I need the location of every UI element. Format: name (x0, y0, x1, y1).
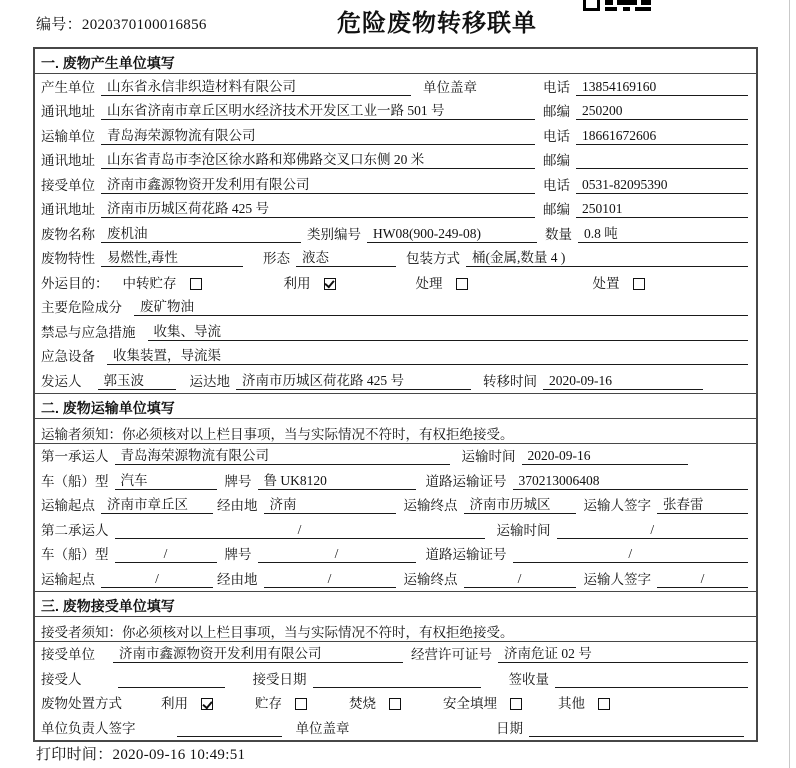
checkbox-label: 处理 (415, 275, 443, 291)
form-row (35, 715, 756, 740)
field-label: 牌号 (224, 547, 252, 562)
field-label: 单位负责人签字 (41, 720, 136, 736)
field-first-road-transport-permit: 370213006408 (513, 472, 749, 490)
form-row (35, 319, 756, 344)
checkbox-box (633, 278, 645, 290)
section-title-receiver: 三. 废物接受单位填写 (35, 592, 756, 617)
field-label: 形态 (263, 251, 290, 266)
field-second-terminus: / (464, 570, 576, 588)
field-transporter-phone: 18661672606 (576, 127, 748, 145)
field-producer-phone: 13854169160 (576, 78, 748, 96)
field-label: 道路运输证号 (425, 547, 507, 562)
form-row (35, 74, 756, 99)
field-label: 产生单位 (41, 79, 95, 95)
field-waste-quantity: 0.8 吨 (578, 225, 748, 243)
checkbox-other (558, 695, 610, 712)
checkbox-secure-landfill (443, 695, 522, 712)
checkbox-storage (255, 695, 307, 712)
field-label: 第二承运人 (41, 522, 109, 538)
field-unit-responsible-signature (177, 736, 282, 737)
field-transporter-name: 青岛海荣源物流有限公司 (101, 127, 535, 145)
form-row (35, 468, 756, 493)
form-row (35, 246, 756, 271)
field-receiver-person (118, 687, 225, 688)
form-row (35, 221, 756, 246)
checkbox-label: 处置 (592, 275, 620, 291)
field-label: 通讯地址 (41, 104, 95, 119)
field-label: 包装方式 (406, 251, 460, 266)
checkbox-utilize (284, 275, 336, 292)
checkbox-label: 其他 (558, 696, 585, 711)
field-receive-date (313, 687, 481, 688)
form-row (35, 666, 756, 691)
form-row (35, 444, 756, 469)
field-label: 经营许可证号 (411, 647, 492, 662)
form-row (35, 691, 756, 716)
field-label: 运输时间 (461, 449, 516, 464)
field-label: 运输起点 (41, 498, 95, 513)
field-receiver-name: 济南市鑫源物资开发利用有限公司 (101, 176, 535, 194)
field-label: 接受人 (41, 671, 82, 687)
checkbox-treatment (416, 275, 468, 292)
checkbox-box-checked (324, 278, 336, 290)
field-producer-address: 山东省济南市章丘区明水经济技术开发区工业一路 501 号 (101, 102, 535, 120)
field-label: 运输时间 (496, 522, 551, 538)
print-time-label: 打印时间： (36, 747, 113, 763)
field-producer-name: 山东省永信非织造材料有限公司 (101, 78, 411, 96)
form-row (35, 172, 756, 197)
checkbox-label: 利用 (283, 275, 311, 291)
page-title: 危险废物转移联单 (337, 11, 537, 37)
checkbox-label: 利用 (161, 696, 188, 711)
checkbox-label: 中转贮存 (122, 275, 177, 291)
form-row (35, 344, 756, 369)
field-first-plate-number: 鲁 UK8120 (258, 472, 416, 490)
form-row (35, 99, 756, 124)
field-receiver-postcode: 250101 (576, 200, 748, 218)
print-time-value: 2020-09-16 10:49:51 (112, 747, 246, 763)
form-row (35, 197, 756, 222)
section-receiver (35, 591, 756, 740)
field-second-carrier-signature: / (657, 570, 748, 588)
field-label: 外运目的： (41, 275, 109, 291)
field-first-terminus: 济南市历城区 (464, 496, 576, 514)
field-packaging-method: 桶(金属,数量 4 ) (466, 249, 748, 267)
checkbox-box (190, 278, 202, 290)
field-label: 道路运输证号 (425, 473, 507, 489)
field-label: 类别编号 (307, 226, 361, 242)
checkbox-label: 贮存 (255, 696, 282, 711)
field-receiver-phone: 0531-82095390 (576, 176, 748, 194)
section-title-producer: 一. 废物产生单位填写 (35, 49, 756, 74)
field-business-license-number: 济南危证 02 号 (498, 645, 748, 663)
form-row (35, 368, 756, 393)
form-row (35, 542, 756, 567)
checkbox-box (389, 698, 401, 710)
notice-transporter: 运输者须知：你必须核对以上栏目事项，当与实际情况不符时，有权拒绝接受。 (35, 419, 756, 444)
field-label: 电话 (543, 79, 570, 95)
field-second-road-transport-permit: / (513, 545, 749, 563)
print-time (36, 743, 245, 764)
form-row (35, 642, 756, 667)
field-first-vehicle-type: 汽车 (115, 472, 217, 490)
checkbox-label: 焚烧 (349, 696, 376, 711)
checkbox-box (295, 698, 307, 710)
form-row (35, 123, 756, 148)
field-label: 车（船）型 (41, 473, 109, 489)
checkbox-label: 安全填埋 (443, 696, 497, 711)
form-row (35, 270, 756, 295)
field-label: 单位盖章 (423, 79, 477, 95)
field-waste-name: 废机油 (101, 225, 301, 243)
checkbox-utilize (161, 695, 213, 712)
checkbox-incineration (349, 695, 401, 712)
doc-number-label: 编号： (36, 17, 82, 33)
field-first-transport-date: 2020-09-16 (522, 447, 689, 465)
field-label: 通讯地址 (41, 202, 95, 217)
checkbox-box (456, 278, 468, 290)
field-contraindications-emergency-measures: 收集、导流 (148, 323, 749, 341)
field-destination: 济南市历城区荷花路 425 号 (236, 372, 471, 390)
field-label: 运输单位 (41, 128, 95, 144)
field-label: 运输人签字 (583, 571, 651, 587)
field-waste-category-code: HW08(900-249-08) (367, 225, 537, 243)
checkbox-box (510, 698, 522, 710)
form-row (35, 295, 756, 320)
doc-number-value: 2020370100016856 (81, 17, 207, 33)
field-first-carrier-signature: 张春雷 (657, 496, 748, 514)
field-label: 运输起点 (41, 571, 95, 587)
notice-receiver: 接受者须知：你必须核对以上栏目事项，当与实际情况不符时，有权拒绝接受。 (35, 617, 756, 642)
field-receipt-date (529, 736, 744, 737)
form-row (35, 148, 756, 173)
doc-number (36, 13, 207, 34)
field-first-carrier: 青岛海荣源物流有限公司 (115, 447, 450, 465)
section-producer (35, 49, 756, 393)
field-label: 接受日期 (252, 671, 307, 687)
field-label: 邮编 (543, 104, 570, 119)
qr-code-fragment (583, 0, 651, 11)
field-label: 单位盖章 (295, 720, 350, 736)
section-transporter (35, 393, 756, 591)
field-label: 应急设备 (41, 349, 95, 364)
form-row (35, 566, 756, 591)
field-label: 主要危险成分 (41, 300, 122, 315)
field-label: 通讯地址 (41, 153, 95, 168)
field-label: 运达地 (189, 373, 230, 389)
field-first-origin: 济南市章丘区 (101, 496, 213, 514)
field-second-transport-date: / (557, 521, 749, 539)
field-label: 邮编 (543, 202, 570, 217)
field-waste-form: 液态 (296, 249, 396, 267)
field-label: 运输终点 (403, 571, 458, 587)
form-row (35, 517, 756, 542)
field-receiving-unit: 济南市鑫源物资开发利用有限公司 (113, 645, 403, 663)
field-label: 运输人签字 (583, 498, 651, 513)
field-label: 经由地 (217, 571, 258, 587)
field-label: 电话 (543, 177, 570, 193)
section-title-transporter: 二. 废物运输单位填写 (35, 394, 756, 419)
field-label: 废物处置方式 (41, 696, 122, 711)
field-label: 运输终点 (403, 498, 458, 513)
field-transporter-postcode (576, 168, 748, 169)
form-row (35, 493, 756, 518)
field-label: 禁忌与应急措施 (41, 324, 136, 340)
field-label: 签收量 (508, 671, 549, 687)
field-label: 经由地 (217, 498, 258, 513)
field-emergency-equipment: 收集装置，导流渠 (107, 347, 748, 365)
checkbox-transfer-storage (123, 275, 202, 292)
checkbox-disposal (593, 275, 645, 292)
field-second-plate-number: / (258, 545, 416, 563)
field-label: 转移时间 (483, 373, 537, 389)
field-first-via: 济南 (264, 496, 396, 514)
field-label: 接受单位 (41, 647, 95, 662)
page-edge-line (789, 0, 790, 768)
field-second-vehicle-type: / (115, 545, 217, 563)
field-transfer-date: 2020-09-16 (543, 372, 703, 390)
field-consignor: 郭玉波 (98, 372, 176, 390)
field-label: 数量 (545, 226, 572, 242)
field-label: 废物特性 (41, 251, 95, 266)
field-transporter-address: 山东省青岛市李沧区徐水路和郑佛路交叉口东侧 20 米 (101, 151, 535, 169)
field-main-hazardous-components: 废矿物油 (134, 298, 748, 316)
field-label: 废物名称 (41, 226, 95, 242)
field-label: 第一承运人 (41, 449, 109, 464)
field-label: 电话 (543, 128, 570, 144)
field-received-quantity (555, 687, 748, 688)
field-waste-characteristics: 易燃性,毒性 (101, 249, 243, 267)
field-receiver-address: 济南市历城区荷花路 425 号 (101, 200, 535, 218)
field-second-carrier: / (115, 521, 485, 539)
field-second-via: / (264, 570, 396, 588)
field-second-origin: / (101, 570, 213, 588)
field-label: 接受单位 (41, 177, 95, 193)
field-label: 发运人 (41, 373, 82, 389)
field-producer-postcode: 250200 (576, 102, 748, 120)
field-label: 邮编 (543, 153, 570, 168)
field-label: 日期 (496, 720, 523, 736)
form-box (33, 47, 758, 742)
checkbox-box (598, 698, 610, 710)
checkbox-box-checked (201, 698, 213, 710)
field-label: 牌号 (224, 473, 252, 489)
field-label: 车（船）型 (41, 547, 109, 562)
